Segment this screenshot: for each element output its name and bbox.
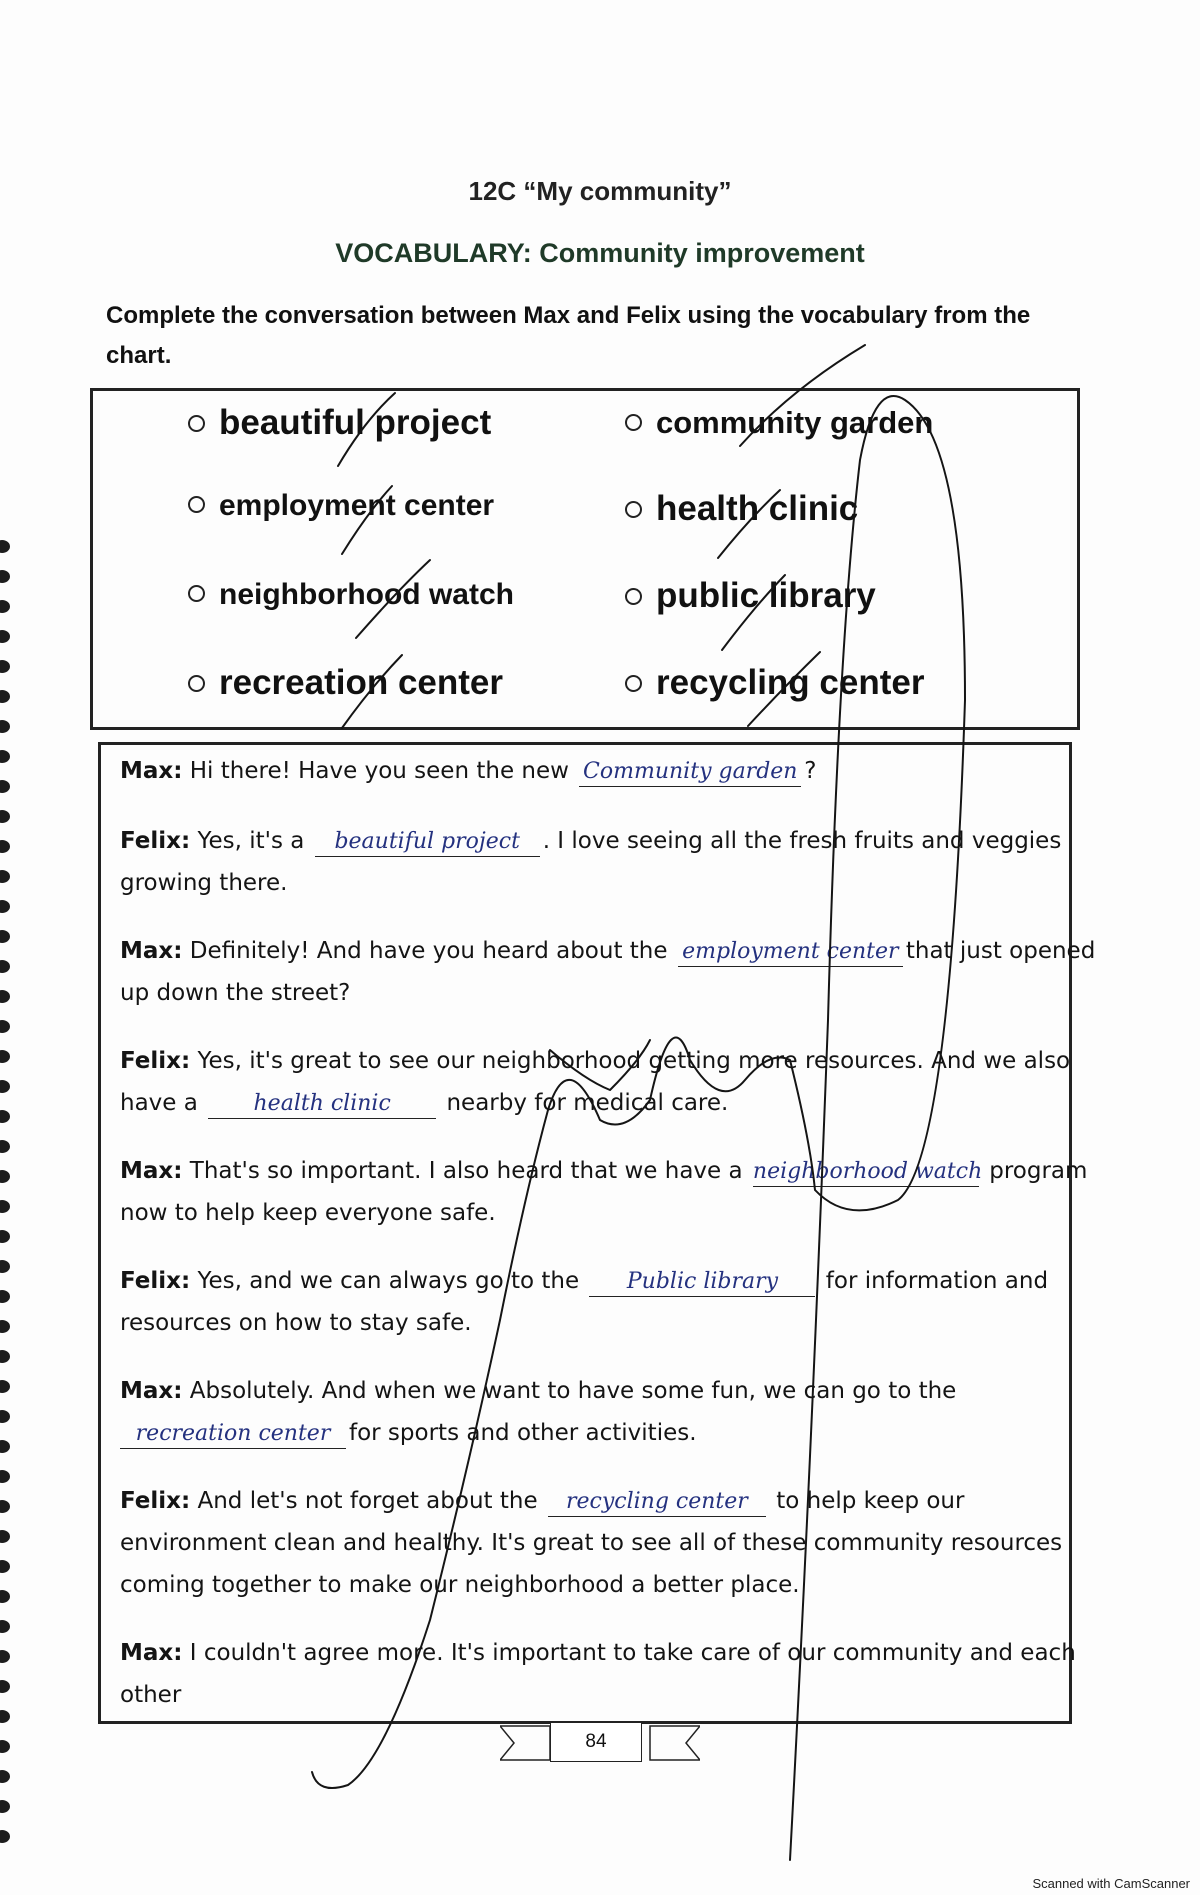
spiral-ring [0,1500,10,1513]
speaker-felix: Felix: [120,1048,191,1074]
speaker-felix: Felix: [120,1488,191,1514]
spiral-ring [0,1830,10,1843]
dialog-text: growing there. [120,870,288,896]
dialog-text: Absolutely. And when we want to have some fun, we can go to the [189,1378,957,1404]
bullet-icon [188,675,205,692]
spiral-ring [0,840,10,853]
spiral-ring [0,1050,10,1063]
spiral-ring [0,1470,10,1483]
vocab-item-beautiful-project [188,403,491,443]
vocab-label: beautiful project [219,403,492,442]
dialog-text: up down the street? [120,980,351,1006]
spiral-ring [0,690,10,703]
answer-blank-2[interactable]: beautiful project [315,828,540,857]
dialog-text: environment clean and healthy. It's great to see all of these community resources [120,1530,1063,1556]
dialog-line-8 [120,1486,964,1517]
spiral-ring [0,1650,10,1663]
dialog-line-8c [120,1570,800,1600]
spiral-ring [0,750,10,763]
vocab-label: recreation center [219,663,504,702]
instructions: Complete the conversation between Max and Felix using the vocabulary from the chart. [106,302,1031,369]
spiral-ring [0,810,10,823]
spiral-ring [0,930,10,943]
dialog-line-4 [120,1046,1070,1076]
vocab-label: community garden [656,405,934,440]
bullet-icon [625,588,642,605]
dialog-line-2 [120,826,1061,857]
vocab-item-neighborhood-watch [188,578,514,612]
vocab-item-public-library [625,576,876,616]
answer-blank-3[interactable]: employment center [678,938,903,967]
spiral-ring [0,1230,10,1243]
vocabulary-chart [90,388,1080,730]
dialog-text: to help keep our [776,1488,965,1514]
spiral-ring [0,1290,10,1303]
dialog-line-5 [120,1156,1087,1187]
scanner-watermark: Scanned with CamScanner [1032,1876,1190,1891]
page-title: 12C “My community” [468,176,732,206]
bullet-icon [188,496,205,513]
speaker-max: Max: [120,758,183,784]
spiral-ring [0,1680,10,1693]
spiral-ring [0,1200,10,1213]
page-number: 84 [550,1722,642,1762]
dialog-line-9 [120,1638,1076,1668]
spiral-ring [0,1620,10,1633]
answer-blank-7[interactable]: recreation center [120,1420,346,1449]
dialog-text: And let's not forget about the [197,1488,538,1514]
dialog-line-2b [120,868,287,898]
dialog-text: other [120,1682,182,1708]
speaker-max: Max: [120,1158,183,1184]
spiral-ring [0,1590,10,1603]
page-subtitle: VOCABULARY: Community improvement [335,238,865,268]
spiral-ring [0,1560,10,1573]
dialog-text: ? [804,758,817,784]
speaker-felix: Felix: [120,828,191,854]
spiral-ring [0,630,10,643]
vocab-item-recreation-center [188,663,503,703]
bullet-icon [188,585,205,602]
dialog-text: that just opened [905,938,1096,964]
dialog-text: Yes, it's great to see our neighborhood getting more resources. And we also [197,1048,1071,1074]
spiral-ring [0,1380,10,1393]
dialog-text: nearby for medical care. [446,1090,729,1116]
vocab-label: employment center [219,489,495,522]
dialog-line-6b [120,1308,472,1338]
dialog-line-4b [120,1088,728,1119]
answer-blank-1[interactable]: Community garden [579,758,801,787]
bullet-icon [625,675,642,692]
dialog-text: Hi there! Have you seen the new [189,758,569,784]
spiral-ring [0,1170,10,1183]
spiral-ring [0,900,10,913]
spiral-ring [0,600,10,613]
bullet-icon [625,414,642,431]
bullet-icon [188,415,205,432]
speaker-max: Max: [120,1378,183,1404]
dialog-text: have a [120,1090,198,1116]
dialog-line-8b [120,1528,1062,1558]
vocab-item-community-garden [625,405,933,441]
dialog-text: resources on how to stay safe. [120,1310,472,1336]
dialog-text: for sports and other activities. [349,1420,697,1446]
spiral-ring [0,540,10,553]
dialog-line-6 [120,1266,1048,1297]
vocab-label: neighborhood watch [219,578,514,611]
spiral-ring [0,1260,10,1273]
speaker-max: Max: [120,938,183,964]
dialog-text: now to help keep everyone safe. [120,1200,496,1226]
dialog-text: for information and [825,1268,1049,1294]
spiral-ring [0,1140,10,1153]
vocab-label: health clinic [656,489,859,528]
dialog-line-5b [120,1198,496,1228]
spiral-ring [0,960,10,973]
answer-blank-8[interactable]: recycling center [548,1488,766,1517]
spiral-ring [0,1080,10,1093]
spiral-ring [0,1740,10,1753]
spiral-ring [0,780,10,793]
spiral-ring [0,1350,10,1363]
dialog-text: Definitely! And have you heard about the [189,938,668,964]
dialog-text: I couldn't agree more. It's important to take care of our community and each [189,1640,1076,1666]
answer-blank-6[interactable]: Public library [589,1268,815,1297]
spiral-ring [0,570,10,583]
dialog-line-1 [120,756,816,787]
vocab-label: recycling center [656,663,925,702]
spiral-ring [0,990,10,1003]
spiral-ring [0,1020,10,1033]
spiral-binding [0,540,14,1860]
spiral-ring [0,1440,10,1453]
vocab-item-employment-center [188,489,494,523]
spiral-ring [0,1770,10,1783]
spiral-ring [0,1320,10,1333]
vocab-label: public library [656,576,876,615]
dialog-line-7b [120,1418,697,1449]
dialog-line-3b [120,978,350,1008]
dialog-text: . I love seeing all the fresh fruits and veggies [542,828,1062,854]
speaker-felix: Felix: [120,1268,191,1294]
spiral-ring [0,1530,10,1543]
dialog-line-7 [120,1376,956,1406]
dialog-text: That's so important. I also heard that we have a [189,1158,743,1184]
vocab-item-health-clinic [625,489,858,529]
spiral-ring [0,1800,10,1813]
dialog-line-9b [120,1680,181,1710]
dialog-line-3 [120,936,1095,967]
spiral-ring [0,660,10,673]
dialog-text: Yes, it's a [197,828,305,854]
dialog-text: coming together to make our neighborhood a better place. [120,1572,800,1598]
spiral-ring [0,1110,10,1123]
spiral-ring [0,1710,10,1723]
speaker-max: Max: [120,1640,183,1666]
spiral-ring [0,870,10,883]
bullet-icon [625,501,642,518]
dialog-text: Yes, and we can always go to the [197,1268,580,1294]
spiral-ring [0,1410,10,1423]
answer-blank-5[interactable]: neighborhood watch [753,1158,979,1187]
spiral-ring [0,720,10,733]
answer-blank-4[interactable]: health clinic [208,1090,436,1119]
vocab-item-recycling-center [625,663,924,703]
dialog-text: program [989,1158,1088,1184]
